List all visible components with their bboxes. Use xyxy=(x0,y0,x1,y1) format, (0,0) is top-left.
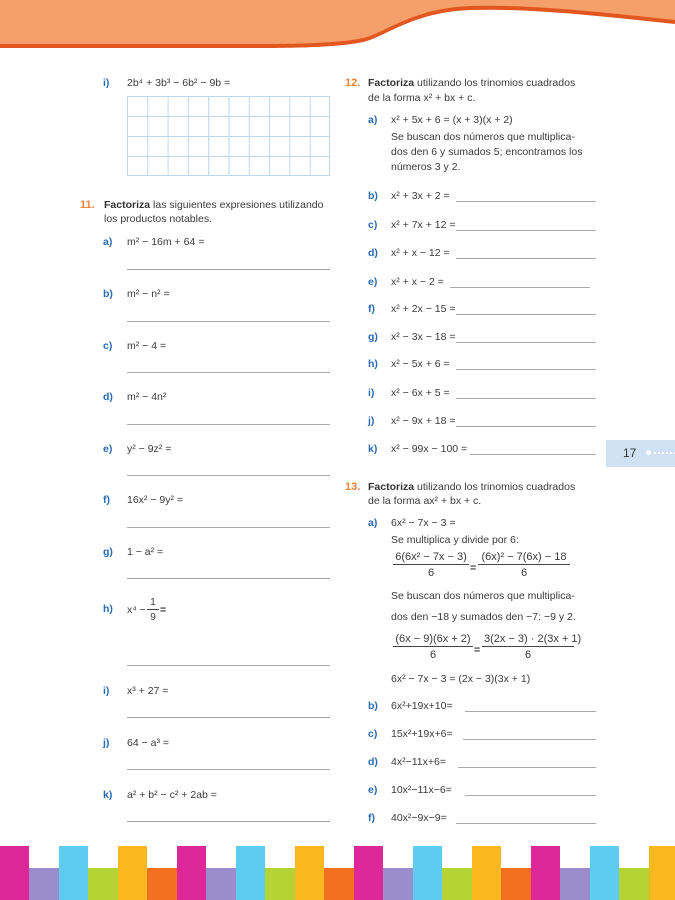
grid-workspace xyxy=(127,96,330,176)
answer-line[interactable] xyxy=(456,314,596,315)
item-label: h) xyxy=(103,603,113,615)
item-label: a) xyxy=(368,517,378,529)
expression: x³ + 27 = xyxy=(127,685,169,697)
expression: x² + 2x − 15 = xyxy=(391,303,456,315)
exercise-title: Factoriza las siguientes expresiones utilizando xyxy=(104,199,324,211)
answer-line[interactable] xyxy=(465,795,596,796)
answer-line[interactable] xyxy=(127,321,330,322)
expression: 6x² − 7x − 3 = xyxy=(391,517,456,529)
item-label: e) xyxy=(103,443,113,455)
answer-line[interactable] xyxy=(127,821,330,822)
expression: 2b⁴ + 3b³ − 6b² − 9b = xyxy=(127,77,231,89)
footer-color-bars xyxy=(0,846,675,900)
item-label: b) xyxy=(368,700,378,712)
answer-line[interactable] xyxy=(456,426,596,427)
item-label: k) xyxy=(103,789,113,801)
fraction: $\frac{\text{6(6x² − 7x − 3)}}{6}$ xyxy=(393,551,469,579)
page-number: 17 xyxy=(623,446,637,460)
item-label: i) xyxy=(103,685,110,697)
answer-line[interactable] xyxy=(465,711,596,712)
expression: 15x²+19x+6= xyxy=(391,728,453,740)
answer-line[interactable] xyxy=(456,258,596,259)
item-label: f) xyxy=(368,303,375,315)
exercise-title-line2: los productos notables. xyxy=(104,213,212,225)
item-label: f) xyxy=(368,812,375,824)
item-label: e) xyxy=(368,276,378,288)
answer-line[interactable] xyxy=(127,527,330,528)
fraction: $\frac{\text{(6x)² − 7(6x) − 18}}{6}$ xyxy=(478,551,570,579)
answer-line[interactable] xyxy=(456,398,596,399)
explanation-line: Se buscan dos números que multiplica- xyxy=(391,590,575,602)
result: 6x² − 7x − 3 = (2x − 3)(3x + 1) xyxy=(391,673,531,685)
expression: x² + x − 12 = xyxy=(391,247,450,259)
item-label: c) xyxy=(368,219,378,231)
expression: 40x²−9x−9= xyxy=(391,812,447,824)
expression: x² − 3x − 18 = xyxy=(391,331,456,343)
item-label: g) xyxy=(368,331,378,343)
item-label: d) xyxy=(103,391,113,403)
exercise-title: Factoriza utilizando los trinomios cuadrados xyxy=(368,77,576,89)
expression: m² − 4n² xyxy=(127,391,167,403)
expression: a² + b² − c² + 2ab = xyxy=(127,789,217,801)
item-label: c) xyxy=(103,340,113,352)
explanation-line: dos den 6 y sumados 5; encontramos los xyxy=(391,146,583,158)
expression: x² + x − 2 = xyxy=(391,276,444,288)
exercise-number: 12. xyxy=(345,77,361,89)
item-label: i) xyxy=(103,77,110,89)
equals: = xyxy=(160,604,167,616)
item-label: i) xyxy=(368,387,375,399)
exercise-number: 11. xyxy=(80,199,95,211)
answer-line[interactable] xyxy=(127,475,330,476)
answer-line[interactable] xyxy=(456,230,596,231)
answer-line[interactable] xyxy=(127,665,330,666)
exercise-number: 13. xyxy=(345,481,361,493)
explanation-line: dos den −18 y sumados den −7: −9 y 2. xyxy=(391,611,576,623)
expression: x² − 99x − 100 = xyxy=(391,443,468,455)
item-label: j) xyxy=(368,415,375,427)
item-label: b) xyxy=(103,288,113,300)
item-label: d) xyxy=(368,756,378,768)
answer-line[interactable] xyxy=(456,823,596,824)
exercise-title: Factoriza utilizando los trinomios cuadrados xyxy=(368,481,576,493)
expression: x² − 5x + 6 = xyxy=(391,358,450,370)
explanation-line: Se multiplica y divide por 6: xyxy=(391,534,519,546)
answer-line[interactable] xyxy=(127,578,330,579)
answer-line[interactable] xyxy=(127,372,330,373)
item-label: a) xyxy=(103,236,113,248)
expression: 10x²−11x−6= xyxy=(391,784,452,796)
dot-decoration xyxy=(646,450,651,455)
answer-line[interactable] xyxy=(127,424,330,425)
expression: x² + 3x + 2 = xyxy=(391,190,450,202)
answer-line[interactable] xyxy=(127,769,330,770)
answer-line[interactable] xyxy=(458,767,596,768)
answer-line[interactable] xyxy=(463,739,596,740)
explanation-line: números 3 y 2. xyxy=(391,161,461,173)
worked-example: x² + 5x + 6 = (x + 3)(x + 2) xyxy=(391,114,513,126)
exercise-title-line2: de la forma x² + bx + c. xyxy=(368,92,476,104)
answer-line[interactable] xyxy=(450,287,590,288)
explanation-line: Se buscan dos números que multiplica- xyxy=(391,131,575,143)
expression: 6x²+19x+10= xyxy=(391,700,453,712)
expression: x² − 6x + 5 = xyxy=(391,387,450,399)
header-wave xyxy=(0,0,675,48)
answer-line[interactable] xyxy=(127,717,330,718)
expression: m² − n² = xyxy=(127,288,170,300)
expression: x² + 7x + 12 = xyxy=(391,219,456,231)
item-label: f) xyxy=(103,494,110,506)
item-label: h) xyxy=(368,358,378,370)
item-label: e) xyxy=(368,784,378,796)
answer-line[interactable] xyxy=(127,269,330,270)
equals: = xyxy=(474,644,481,656)
expression: 64 − a³ = xyxy=(127,737,170,749)
fraction: $\frac{1}{9}$ xyxy=(147,597,159,623)
expression: x² − 9x + 18 = xyxy=(391,415,456,427)
equals: = xyxy=(470,562,477,574)
expression: 4x²−11x+6= xyxy=(391,756,446,768)
answer-line[interactable] xyxy=(456,369,596,370)
answer-line[interactable] xyxy=(456,342,596,343)
expression: m² − 4 = xyxy=(127,340,167,352)
item-label: b) xyxy=(368,190,378,202)
dotted-line-decoration xyxy=(653,452,675,454)
exercise-title-line2: de la forma ax² + bx + c. xyxy=(368,495,482,507)
item-label: a) xyxy=(368,114,378,126)
item-label: g) xyxy=(103,546,113,558)
expression: 16x² − 9y² = xyxy=(127,494,184,506)
answer-line[interactable] xyxy=(470,454,596,455)
expression: y² − 9z² = xyxy=(127,443,172,455)
item-label: d) xyxy=(368,247,378,259)
expression: 1 − a² = xyxy=(127,546,164,558)
fraction: $\frac{(6x - 9)(6x + 2)}{6}$ xyxy=(393,633,473,661)
answer-line[interactable] xyxy=(456,201,596,202)
item-label: c) xyxy=(368,728,378,740)
expression: x⁴ − xyxy=(127,604,146,616)
item-label: k) xyxy=(368,443,378,455)
expression: m² − 16m + 64 = xyxy=(127,236,205,248)
page-number-tab xyxy=(606,440,675,467)
item-label: j) xyxy=(103,737,110,749)
fraction: $\frac{3(2x - 3) \cdot 2(3x + 1)}{6}$ xyxy=(484,633,582,661)
